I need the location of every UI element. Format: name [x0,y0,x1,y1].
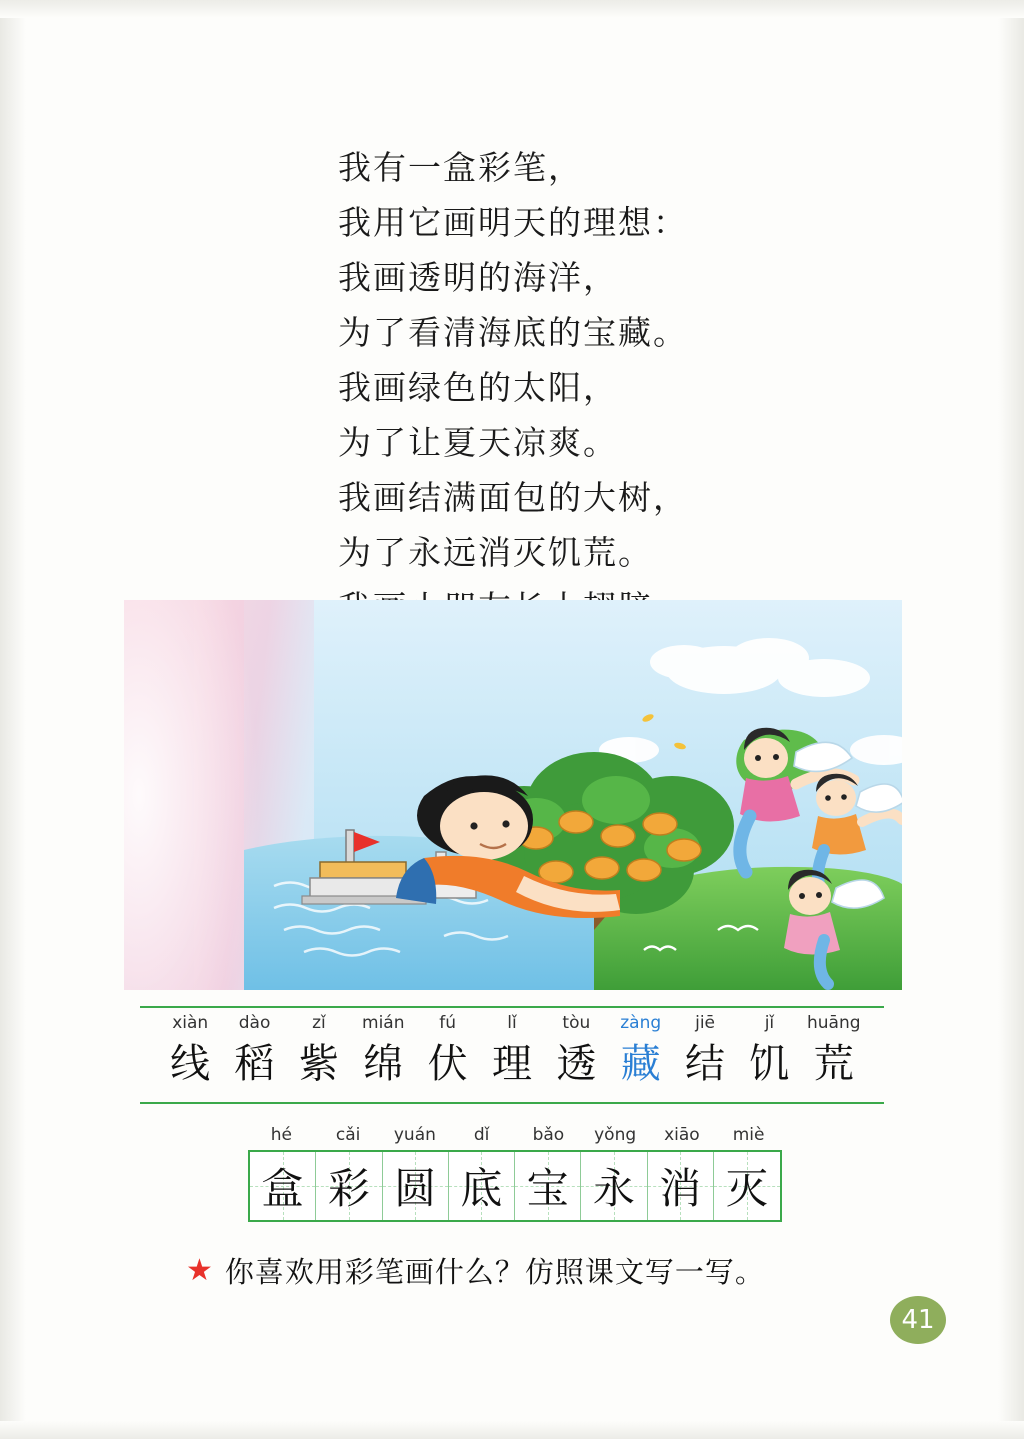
pinyin: tòu [562,1013,591,1033]
exercise-prompt [186,1250,765,1291]
grid-cell [449,1152,515,1220]
pinyin: zǐ [312,1013,326,1033]
exercise-prompt-text: 你喜欢用彩笔画什么？仿照课文写一写。 [224,1255,765,1289]
grid-cell [581,1152,647,1220]
pinyin: dǐ [473,1125,490,1145]
hanzi: 荒 [813,1041,854,1087]
hanzi: 饥 [749,1041,790,1087]
pinyin: xiāo [664,1125,700,1145]
page-edge-shade-bottom [0,1421,1024,1439]
pinyin: bǎo [532,1125,565,1145]
hanzi: 灭 [725,1164,768,1213]
poem-line: 我用它画明天的理想： [338,203,688,242]
hanzi: 绵 [363,1041,404,1087]
hanzi: 圆 [394,1164,437,1213]
char-cell [544,1012,608,1094]
hanzi: 底 [460,1164,503,1213]
poem-line: 我有一盒彩笔， [338,148,583,187]
grid-cell [648,1152,714,1220]
hanzi: 盒 [261,1164,304,1213]
hanzi: 宝 [526,1164,569,1213]
char-cell [415,1012,479,1094]
page-number: 41 [890,1296,946,1344]
star-icon: ★ [186,1253,213,1287]
pinyin: zàng [620,1013,662,1033]
hanzi: 稻 [234,1041,275,1087]
poem-line: 我画绿色的太阳， [338,368,618,407]
hanzi: 伏 [427,1041,468,1087]
pinyin: jiē [695,1013,715,1033]
hanzi: 永 [592,1164,635,1213]
pinyin: cǎi [335,1125,361,1145]
grid-cell [250,1152,316,1220]
pinyin: fú [439,1013,456,1033]
pinyin: yuán [393,1125,436,1145]
grid-cell [383,1152,449,1220]
char-cell [480,1012,544,1094]
tianzige-grid [248,1150,782,1222]
pinyin: mián [362,1013,405,1033]
hanzi: 彩 [327,1164,370,1213]
char-cell [158,1012,222,1094]
hanzi: 结 [685,1041,726,1087]
pinyin: lǐ [507,1013,517,1033]
char-cell [222,1012,286,1094]
page-edge-shade-top [0,0,1024,18]
pinyin: huāng [807,1013,861,1033]
pinyin: yǒng [594,1125,637,1145]
hanzi: 藏 [620,1041,661,1087]
poem-line: 为了永远消灭饥荒。 [338,533,653,572]
pinyin-row [248,1122,782,1148]
char-cell [351,1012,415,1094]
hanzi: 消 [659,1164,702,1213]
poem-line: 为了看清海底的宝藏。 [338,313,688,352]
pinyin: xiàn [172,1013,209,1033]
grid-cell [714,1152,780,1220]
new-words-row-write [248,1122,782,1222]
poem-line: 为了让夏天凉爽。 [338,423,618,462]
char-cell [673,1012,737,1094]
char-cell [737,1012,801,1094]
page-edge-shade-left [0,0,26,1439]
poem-line: 我画结满面包的大树， [338,478,688,517]
pinyin: jǐ [764,1013,775,1033]
grid-cell [515,1152,581,1220]
poem-line: 我画透明的海洋， [338,258,618,297]
hanzi: 透 [556,1041,597,1087]
hanzi: 紫 [298,1041,339,1087]
grid-cell [316,1152,382,1220]
illustration [124,600,902,990]
char-cell-highlighted [609,1012,673,1094]
pinyin: hé [270,1125,292,1145]
pinyin: miè [732,1125,765,1145]
new-words-row-recognize [140,1006,884,1104]
char-cell [802,1012,866,1094]
hanzi: 线 [170,1041,211,1087]
page-edge-shade-right [998,0,1024,1439]
pinyin: dào [238,1013,271,1033]
hanzi: 理 [491,1041,532,1087]
char-cell [287,1012,351,1094]
